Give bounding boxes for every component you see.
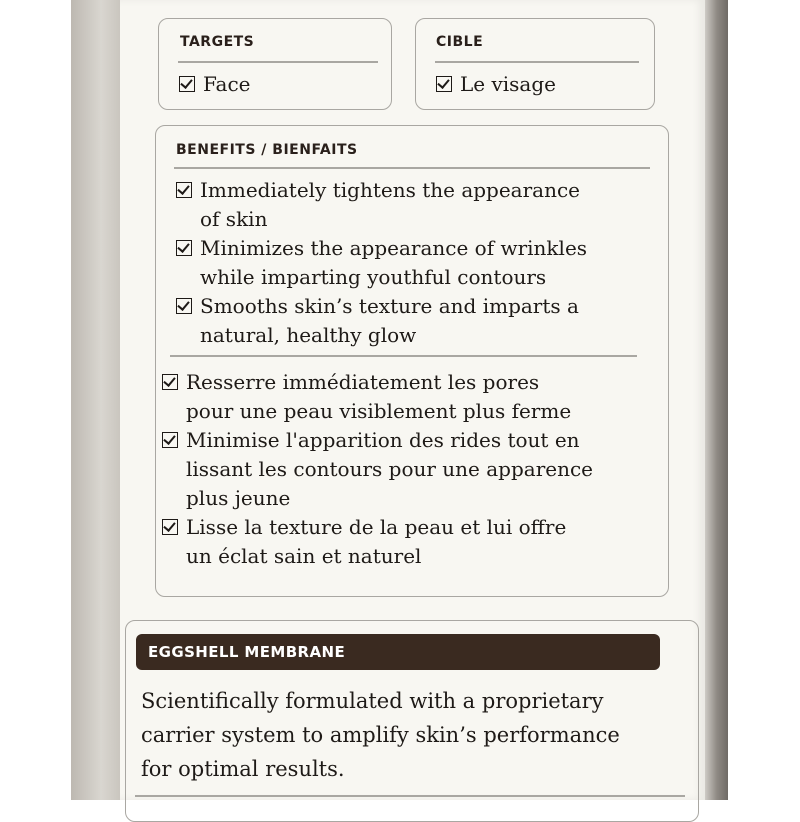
description-line: Scientifically formulated with a proprietary [141,689,604,713]
benefit-line: while imparting youthful contours [200,265,547,289]
benefit-item [176,176,587,205]
benefit-line: Resserre immédiatement les pores [186,370,540,394]
description-line: for optimal results. [141,757,345,781]
eggshell-title: EGGSHELL MEMBRANE [148,643,346,661]
benefit-item [162,513,593,542]
divider [178,61,378,63]
checkbox-icon [179,76,195,92]
cible-item-label: Le visage [460,72,556,96]
benefits-title: BENEFITS / BIENFAITS [176,142,358,158]
benefit-line: Lisse la texture de la peau et lui offre [186,515,567,539]
targets-item [179,70,250,99]
benefit-line: Minimizes the appearance of wrinkles [200,236,588,260]
divider [174,167,650,169]
divider [435,61,639,63]
cible-item [436,70,556,99]
checkbox-icon [162,374,178,390]
checkbox-icon [436,76,452,92]
divider [135,795,685,797]
eggshell-description [141,684,620,786]
benefit-line: pour une peau visiblement plus ferme [186,399,572,423]
benefit-item [162,368,593,397]
description-line: carrier system to amplify skin’s performance [141,723,620,747]
benefit-line: un éclat sain et naturel [186,544,422,568]
targets-title: TARGETS [180,34,255,50]
benefit-item [176,234,587,263]
checkbox-icon [162,519,178,535]
benefit-line: Smooths skin’s texture and imparts a [200,294,579,318]
cible-title: CIBLE [436,34,484,50]
benefit-line: lissant les contours pour une apparence [186,457,594,481]
benefit-item [162,426,593,455]
benefits-french-list [162,368,593,571]
benefits-english-list [176,176,587,350]
targets-item-label: Face [203,72,251,96]
divider [170,355,637,357]
background-surface-left [71,0,121,800]
checkbox-icon [176,182,192,198]
benefit-line: of skin [200,207,268,231]
benefit-line: plus jeune [186,486,291,510]
checkbox-icon [162,432,178,448]
benefit-line: natural, healthy glow [200,323,417,347]
benefit-line: Minimise l'apparition des rides tout en [186,428,580,452]
eggshell-header-bar [136,634,660,670]
benefit-line: Immediately tightens the appearance [200,178,581,202]
checkbox-icon [176,240,192,256]
benefit-item [176,292,587,321]
checkbox-icon [176,298,192,314]
